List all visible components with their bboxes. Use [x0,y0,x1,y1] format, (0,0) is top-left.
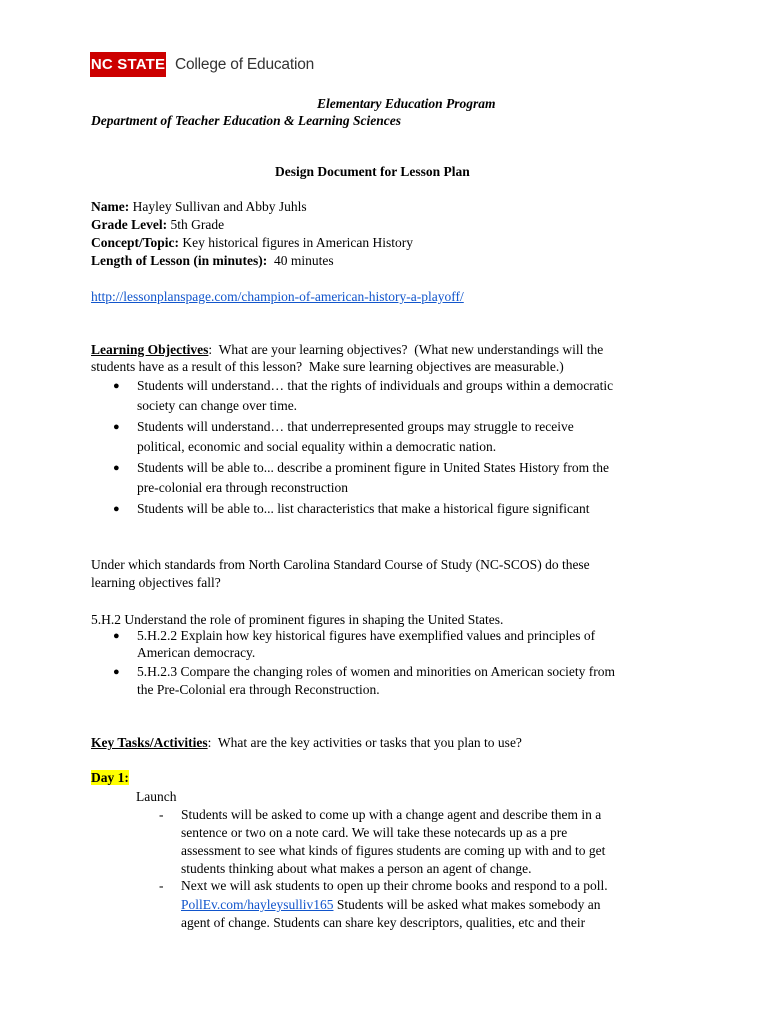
bullet-icon: ● [113,630,120,642]
task-line: students thinking about what makes a person an agent of change. [181,861,532,876]
bullet-icon: ● [113,380,120,392]
task-line-text: Students will be asked what makes somebody an [333,897,601,912]
grade-value: 5th Grade [167,217,225,232]
bullet-icon: ● [113,462,120,474]
bullet-icon: ● [113,666,120,678]
length-line [91,252,334,270]
standard-main: 5.H.2 Understand the role of prominent figures in shaping the United States. [91,612,504,627]
document-title: Design Document for Lesson Plan [275,164,470,179]
objective-line: political, economic and social equality within a democratic nation. [137,439,497,454]
task-line: agent of change. Students can share key descriptors, qualities, etc and their [181,915,586,930]
concept-line [91,234,413,252]
launch-label: Launch [136,789,177,804]
task-line: Students will be asked to come up with a change agent and describe them in a [181,807,602,822]
concept-label: Concept/Topic: [91,235,180,250]
length-value: 40 minutes [267,253,334,268]
department-title: Department of Teacher Education & Learning Sciences [91,113,401,128]
dash-icon: - [159,807,164,822]
length-label: Length of Lesson (in minutes): [91,253,268,268]
bullet-icon: ● [113,503,120,515]
bullet-icon: ● [113,421,120,433]
tasks-heading: Key Tasks/Activities [91,735,208,750]
lesson-plan-link[interactable]: http://lessonplanspage.com/champion-of-american-history-a-playoff/ [91,289,464,304]
concept-value: Key historical figures in American History [179,235,413,250]
grade-line [91,216,224,234]
standard-line: American democracy. [137,645,256,660]
standard-line: 5.H.2.2 Explain how key historical figures have exemplified values and principles of [137,628,596,643]
name-value: Hayley Sullivan and Abby Juhls [129,199,307,214]
standard-line: the Pre-Colonial era through Reconstruction. [137,682,380,697]
dash-icon: - [159,878,164,893]
objectives-prompt [91,341,603,359]
standards-question: Under which standards from North Carolina Standard Course of Study (NC-SCOS) do these [91,557,590,572]
standards-question: learning objectives fall? [91,575,221,590]
objective-line: Students will be able to... list characteristics that make a historical figure significant [137,501,590,516]
poll-link[interactable]: PollEv.com/hayleysulliv165 [181,897,334,912]
name-label: Name: [91,199,130,214]
college-name: College of Education [175,56,315,73]
day-label: Day 1: [91,770,129,785]
objective-line: society can change over time. [137,398,298,413]
nc-state-logo: NC STATE [90,52,166,77]
objective-line: Students will be able to... describe a prominent figure in United States History from the [137,460,610,475]
program-title: Elementary Education Program [317,96,496,111]
task-line [181,896,600,914]
objective-line: Students will understand… that the rights of individuals and groups within a democratic [137,378,614,393]
name-line [91,198,307,216]
day-line [91,769,129,787]
grade-label: Grade Level: [91,217,168,232]
objectives-prompt-line2: students have as a result of this lesson? Make sure learning objectives are measurable.) [91,359,564,374]
standard-line: 5.H.2.3 Compare the changing roles of women and minorities on American society from [137,664,616,679]
task-line: Next we will ask students to open up their chrome books and respond to a poll. [181,878,608,893]
tasks-prompt-text: : What are the key activities or tasks that you plan to use? [207,735,522,750]
tasks-prompt [91,734,522,752]
task-line: sentence or two on a note card. We will take these notecards up as a pre [181,825,568,840]
objectives-heading: Learning Objectives [91,342,209,357]
objectives-prompt-line1: : What are your learning objectives? (What new understandings will the [208,342,604,357]
objective-line: pre-colonial era through reconstruction [137,480,349,495]
objective-line: Students will understand… that underrepresented groups may struggle to receive [137,419,574,434]
task-line: assessment to see what kinds of figures students are coming up with and to get [181,843,606,858]
